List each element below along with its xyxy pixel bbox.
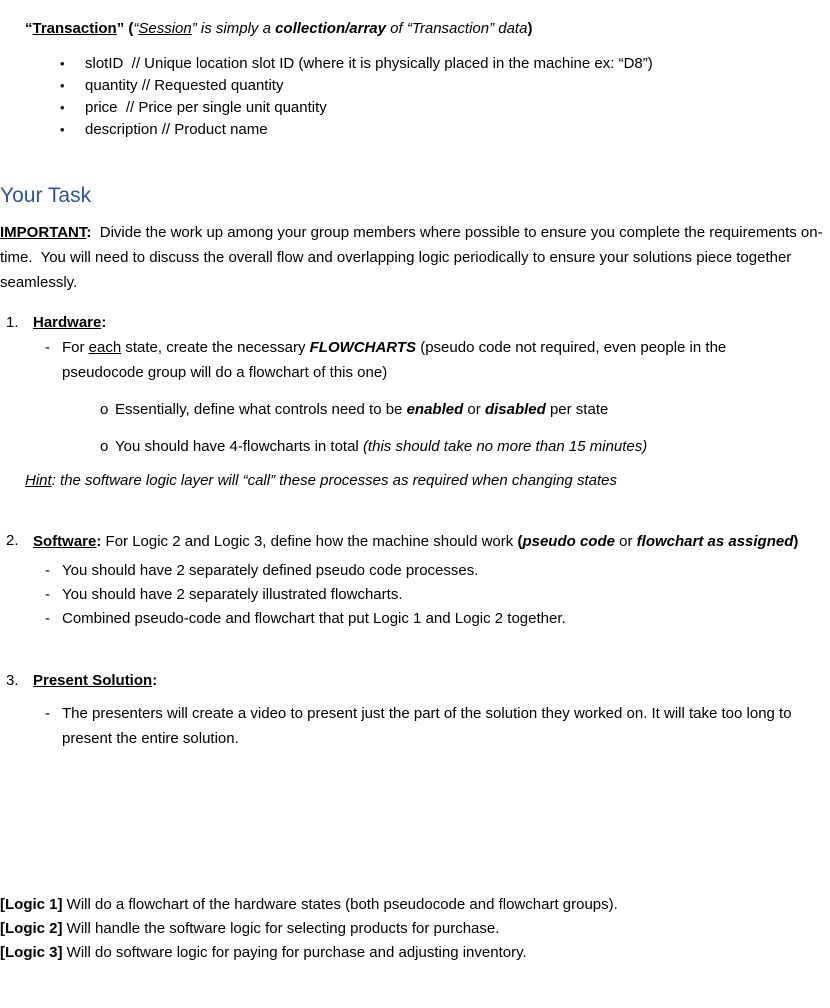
collection-term: collection/array [275,20,386,37]
logic-1-text: Will do a flowchart of the hardware states (both pseudocode and flowchart groups). [62,896,618,913]
item-number: 1. [6,314,19,331]
text-run: ) [527,20,533,37]
logic-assignments [0,893,822,965]
software-point [33,583,822,607]
logic-2-text: Will handle the software logic for selecting products for purchase. [62,920,500,937]
list-item [0,97,820,119]
item-number: 3. [6,672,19,689]
software-point [33,607,822,631]
logic-2-label: [Logic 2] [0,920,63,937]
field-slotid: slotID // Unique location slot ID (where it is physically placed in the machine ex: “D8”) [85,55,653,72]
item-body [33,528,822,631]
bullet-icon: • [60,100,65,115]
hardware-point-text [62,335,787,385]
present-point-text: The presenters will create a video to present just the part of the solution they worked on. It will take too long to present the entire solution. [62,705,796,747]
disabled-term: disabled [484,401,546,418]
transaction-term: Transaction [32,20,117,37]
text-run: or [614,533,637,550]
software-point [33,559,822,583]
text-run: For [62,339,89,356]
hardware-subpoint-text [115,434,822,459]
item-number: 2. [6,532,19,549]
hardware-subpoint [100,397,822,422]
present-label-line [33,668,822,693]
task-item-present-solution [0,668,822,751]
text-run: “ [133,20,139,37]
text-run: ” ( [116,20,134,37]
session-term: Session [138,20,192,37]
text-run: ” is simply a [191,20,276,37]
time-note: (this should take no more than 15 minutes) [362,438,648,455]
hardware-subpoint-text [115,397,822,422]
hint-label: Hint [25,472,52,489]
bullet-icon: • [60,78,65,93]
dash-icon: - [45,339,50,356]
hardware-label-line [33,310,822,335]
text-run: Essentially, define what controls need to be [115,401,407,418]
software-label-line [33,528,801,555]
important-label: IMPORTANT [0,224,87,241]
software-point-text: You should have 2 separately illustrated flowcharts. [62,586,403,603]
text-run: ) [793,533,799,550]
logic-note-1 [0,893,822,917]
logic-note-3 [0,941,822,965]
field-price: price // Price per single unit quantity [85,99,327,116]
software-label: Software [33,533,97,550]
item-body [33,668,822,751]
circle-bullet-icon: o [100,401,109,418]
dash-icon: - [45,586,50,603]
text-run: “ [25,20,33,37]
text-run: : [152,672,158,689]
hint-note [25,468,822,493]
software-point-text: Combined pseudo-code and flowchart that put Logic 1 and Logic 2 together. [62,610,566,627]
dash-icon: - [45,610,50,627]
enabled-term: enabled [406,401,464,418]
logic-note-2 [0,917,822,941]
hardware-label: Hardware [33,314,102,331]
hint-body: : the software logic layer will “call” these processes as required when changing states [51,472,617,489]
field-quantity: quantity // Requested quantity [85,77,284,94]
logic-3-label: [Logic 3] [0,944,63,961]
bullet-icon: • [60,122,65,137]
text-run: per state [545,401,609,418]
transaction-heading [25,18,822,40]
task-item-software [0,528,822,631]
logic-3-text: Will do software logic for paying for purchase and adjusting inventory. [62,944,527,961]
text-run: : [96,533,102,550]
pseudo-code-term: pseudo code [522,533,615,550]
task-item-hardware [0,310,822,459]
text-run: state, create the necessary [121,339,310,356]
circle-bullet-icon: o [100,438,109,455]
field-description: description // Product name [85,121,268,138]
text-run: of “Transaction” data [385,20,528,37]
text-run: : [101,314,107,331]
transaction-fields-list [0,53,820,141]
list-item [0,53,820,75]
software-point-text: You should have 2 separately defined pseudo code processes. [62,562,479,579]
text-run: (pseudo code not required, even people in the pseudocode group will do a flowchart of this one) [62,339,731,381]
text-run: You should have 4-flowcharts in total [115,438,363,455]
dash-icon: - [45,562,50,579]
flowcharts-term: FLOWCHARTS [309,339,417,356]
flowchart-term: flowchart as assigned [636,533,794,550]
list-item [0,75,820,97]
present-solution-label: Present Solution [33,672,153,689]
each-term: each [88,339,122,356]
text-run: For Logic 2 and Logic 3, define how the machine should work [101,533,518,550]
your-task-heading: Your Task [0,184,92,207]
text-run: or [463,401,485,418]
present-point [33,701,822,751]
logic-1-label: [Logic 1] [0,896,63,913]
hardware-point [33,335,822,385]
important-body: Divide the work up among your group members where possible to ensure you complete the requirements on-time. You will need to discuss the overall flow and overlapping logic periodically to ensure your solutions piece together seamlessly. [0,224,823,291]
text-run: ( [517,533,523,550]
list-item [0,119,820,141]
text-run: : [86,224,100,241]
item-body [33,310,822,459]
important-paragraph [0,220,824,295]
dash-icon: - [45,705,50,722]
hardware-subpoint [100,434,822,459]
bullet-icon: • [60,56,65,71]
